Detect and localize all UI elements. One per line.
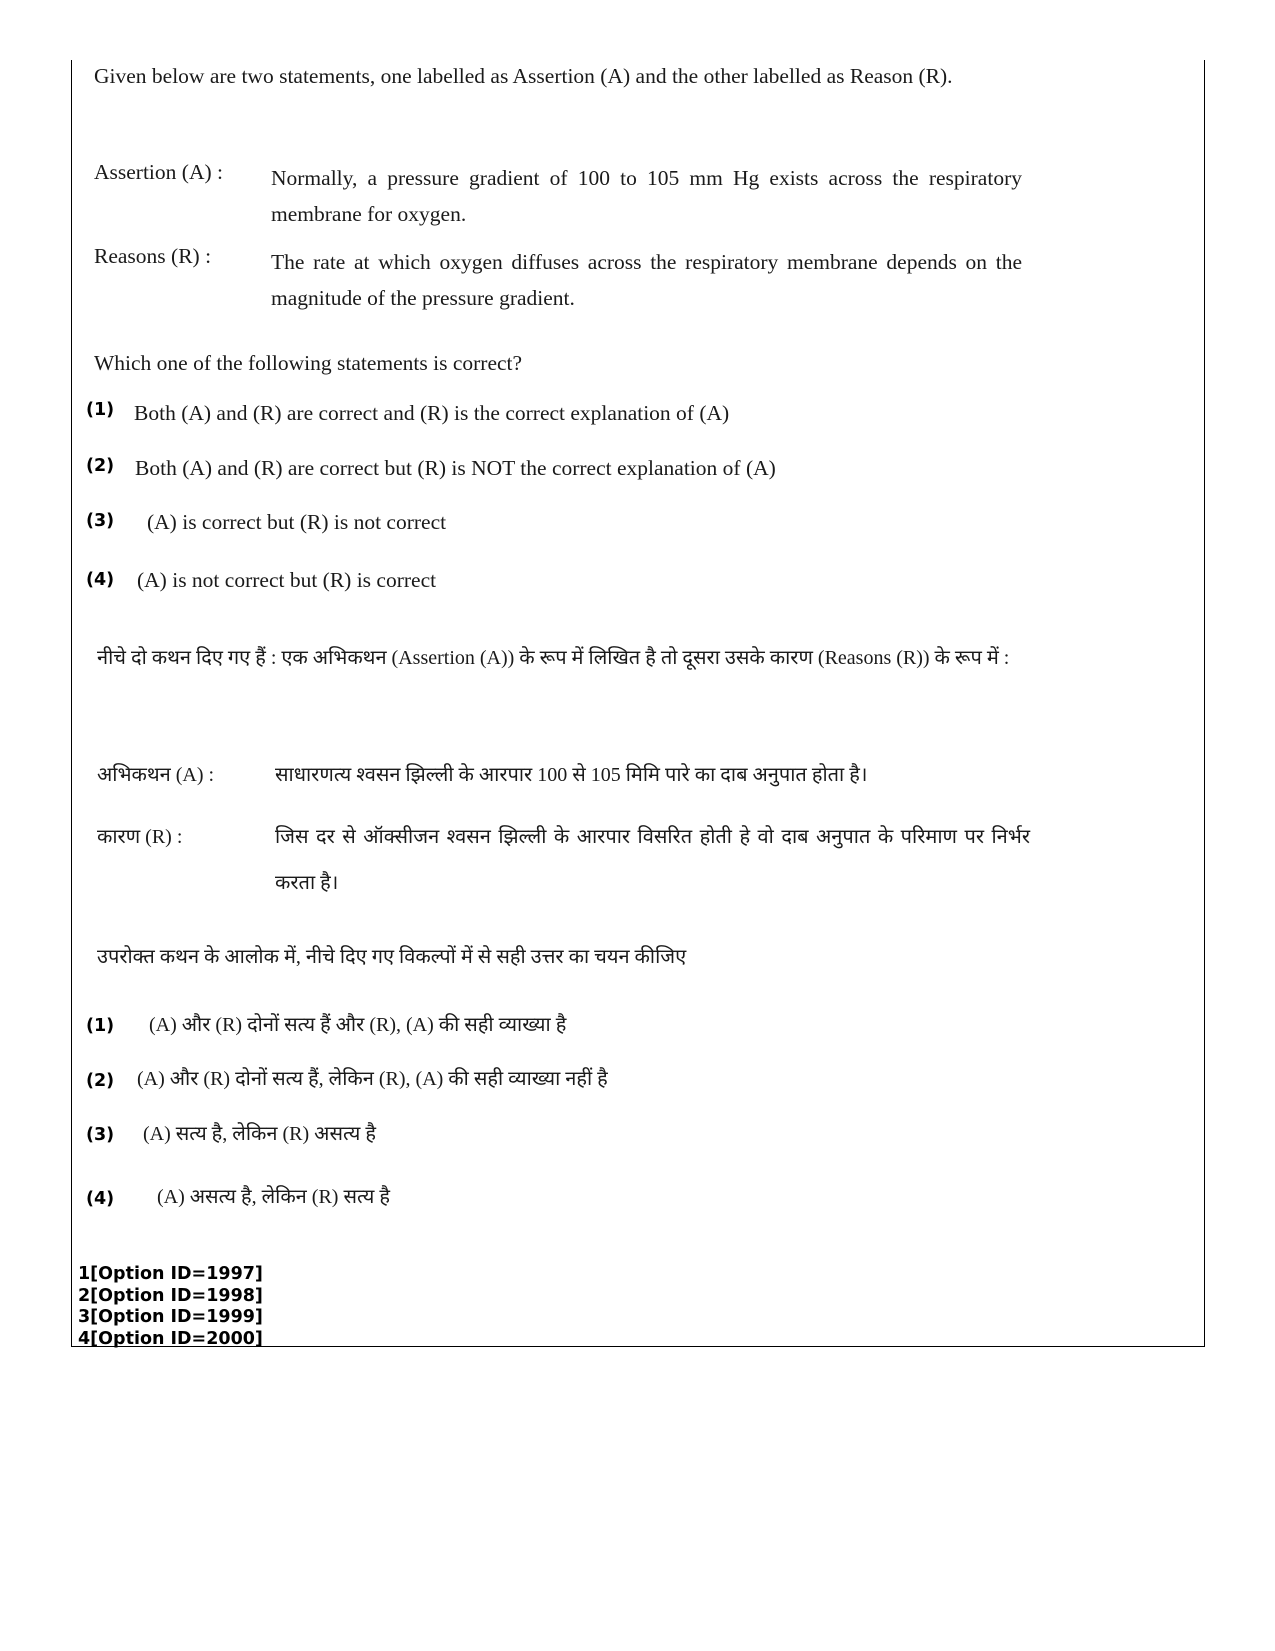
hindi-option-3-number: (3)	[86, 1125, 115, 1145]
option-id-2: 2[Option ID=1998]	[78, 1285, 263, 1306]
english-option-4-text: (A) is not correct but (R) is correct	[137, 568, 437, 592]
english-option-1-text: Both (A) and (R) are correct and (R) is the correct explanation of (A)	[134, 401, 730, 425]
hindi-question: उपरोक्त कथन के आलोक में, नीचे दिए गए विकल्पों में से सही उत्तर का चयन कीजिए	[97, 946, 687, 968]
english-option-3-number: (3)	[86, 511, 115, 531]
hindi-option-1-text: (A) और (R) दोनों सत्य हैं और (R), (A) की सही व्याख्या है	[149, 1014, 567, 1036]
english-option-3-text: (A) is correct but (R) is not correct	[147, 510, 447, 534]
option-id-3: 3[Option ID=1999]	[78, 1307, 263, 1327]
option-id-1: 1[Option ID=1997]	[78, 1264, 263, 1284]
english-assertion-text: Normally, a pressure gradient of 100 to 105 mm Hg exists across the respiratory membrane for oxygen.	[271, 166, 1022, 226]
hindi-intro: नीचे दो कथन दिए गए हैं : एक अभिकथन (Assertion (A)) के रूप में लिखित है तो दूसरा उसके कारण (Reasons (R)) के रूप में :	[97, 647, 1010, 669]
english-reason-text: The rate at which oxygen diffuses across the respiratory membrane depends on the magnitude of the pressure gradient.	[271, 250, 1022, 310]
hindi-reason-text: जिस दर से ऑक्सीजन श्वसन झिल्ली के आरपार विसरित होती हे वो दाब अनुपात के परिमाण पर निर्भर करता है।	[275, 826, 1030, 894]
english-question: Which one of the following statements is correct?	[94, 351, 523, 375]
english-intro: Given below are two statements, one labelled as Assertion (A) and the other labelled as Reason (R).	[94, 64, 953, 88]
option-id-4: 4[Option ID=2000]	[78, 1328, 263, 1349]
english-option-4-number: (4)	[86, 570, 115, 590]
english-option-1-number: (1)	[86, 400, 115, 420]
hindi-option-2-number: (2)	[86, 1071, 115, 1091]
hindi-option-4-number: (4)	[86, 1189, 115, 1209]
english-reason-label: Reasons (R) :	[94, 244, 212, 268]
hindi-assertion-label: अभिकथन (A) :	[97, 764, 215, 786]
hindi-option-4-text: (A) असत्य है, लेकिन (R) सत्य है	[157, 1186, 390, 1208]
hindi-option-1-number: (1)	[86, 1016, 115, 1036]
english-option-2-number: (2)	[86, 456, 115, 476]
option-id-list	[78, 1264, 263, 1350]
hindi-reason-label: कारण (R) :	[97, 826, 183, 848]
hindi-assertion-text: साधारणत्य श्वसन झिल्ली के आरपार 100 से 105 मिमि पारे का दाब अनुपात होता है।	[275, 764, 868, 786]
hindi-option-2-text: (A) और (R) दोनों सत्य हैं, लेकिन (R), (A) की सही व्याख्या नहीं है	[137, 1068, 608, 1090]
hindi-option-3-text: (A) सत्य है, लेकिन (R) असत्य है	[143, 1123, 376, 1145]
english-assertion-label: Assertion (A) :	[94, 160, 223, 184]
english-option-2-text: Both (A) and (R) are correct but (R) is NOT the correct explanation of (A)	[135, 456, 776, 480]
